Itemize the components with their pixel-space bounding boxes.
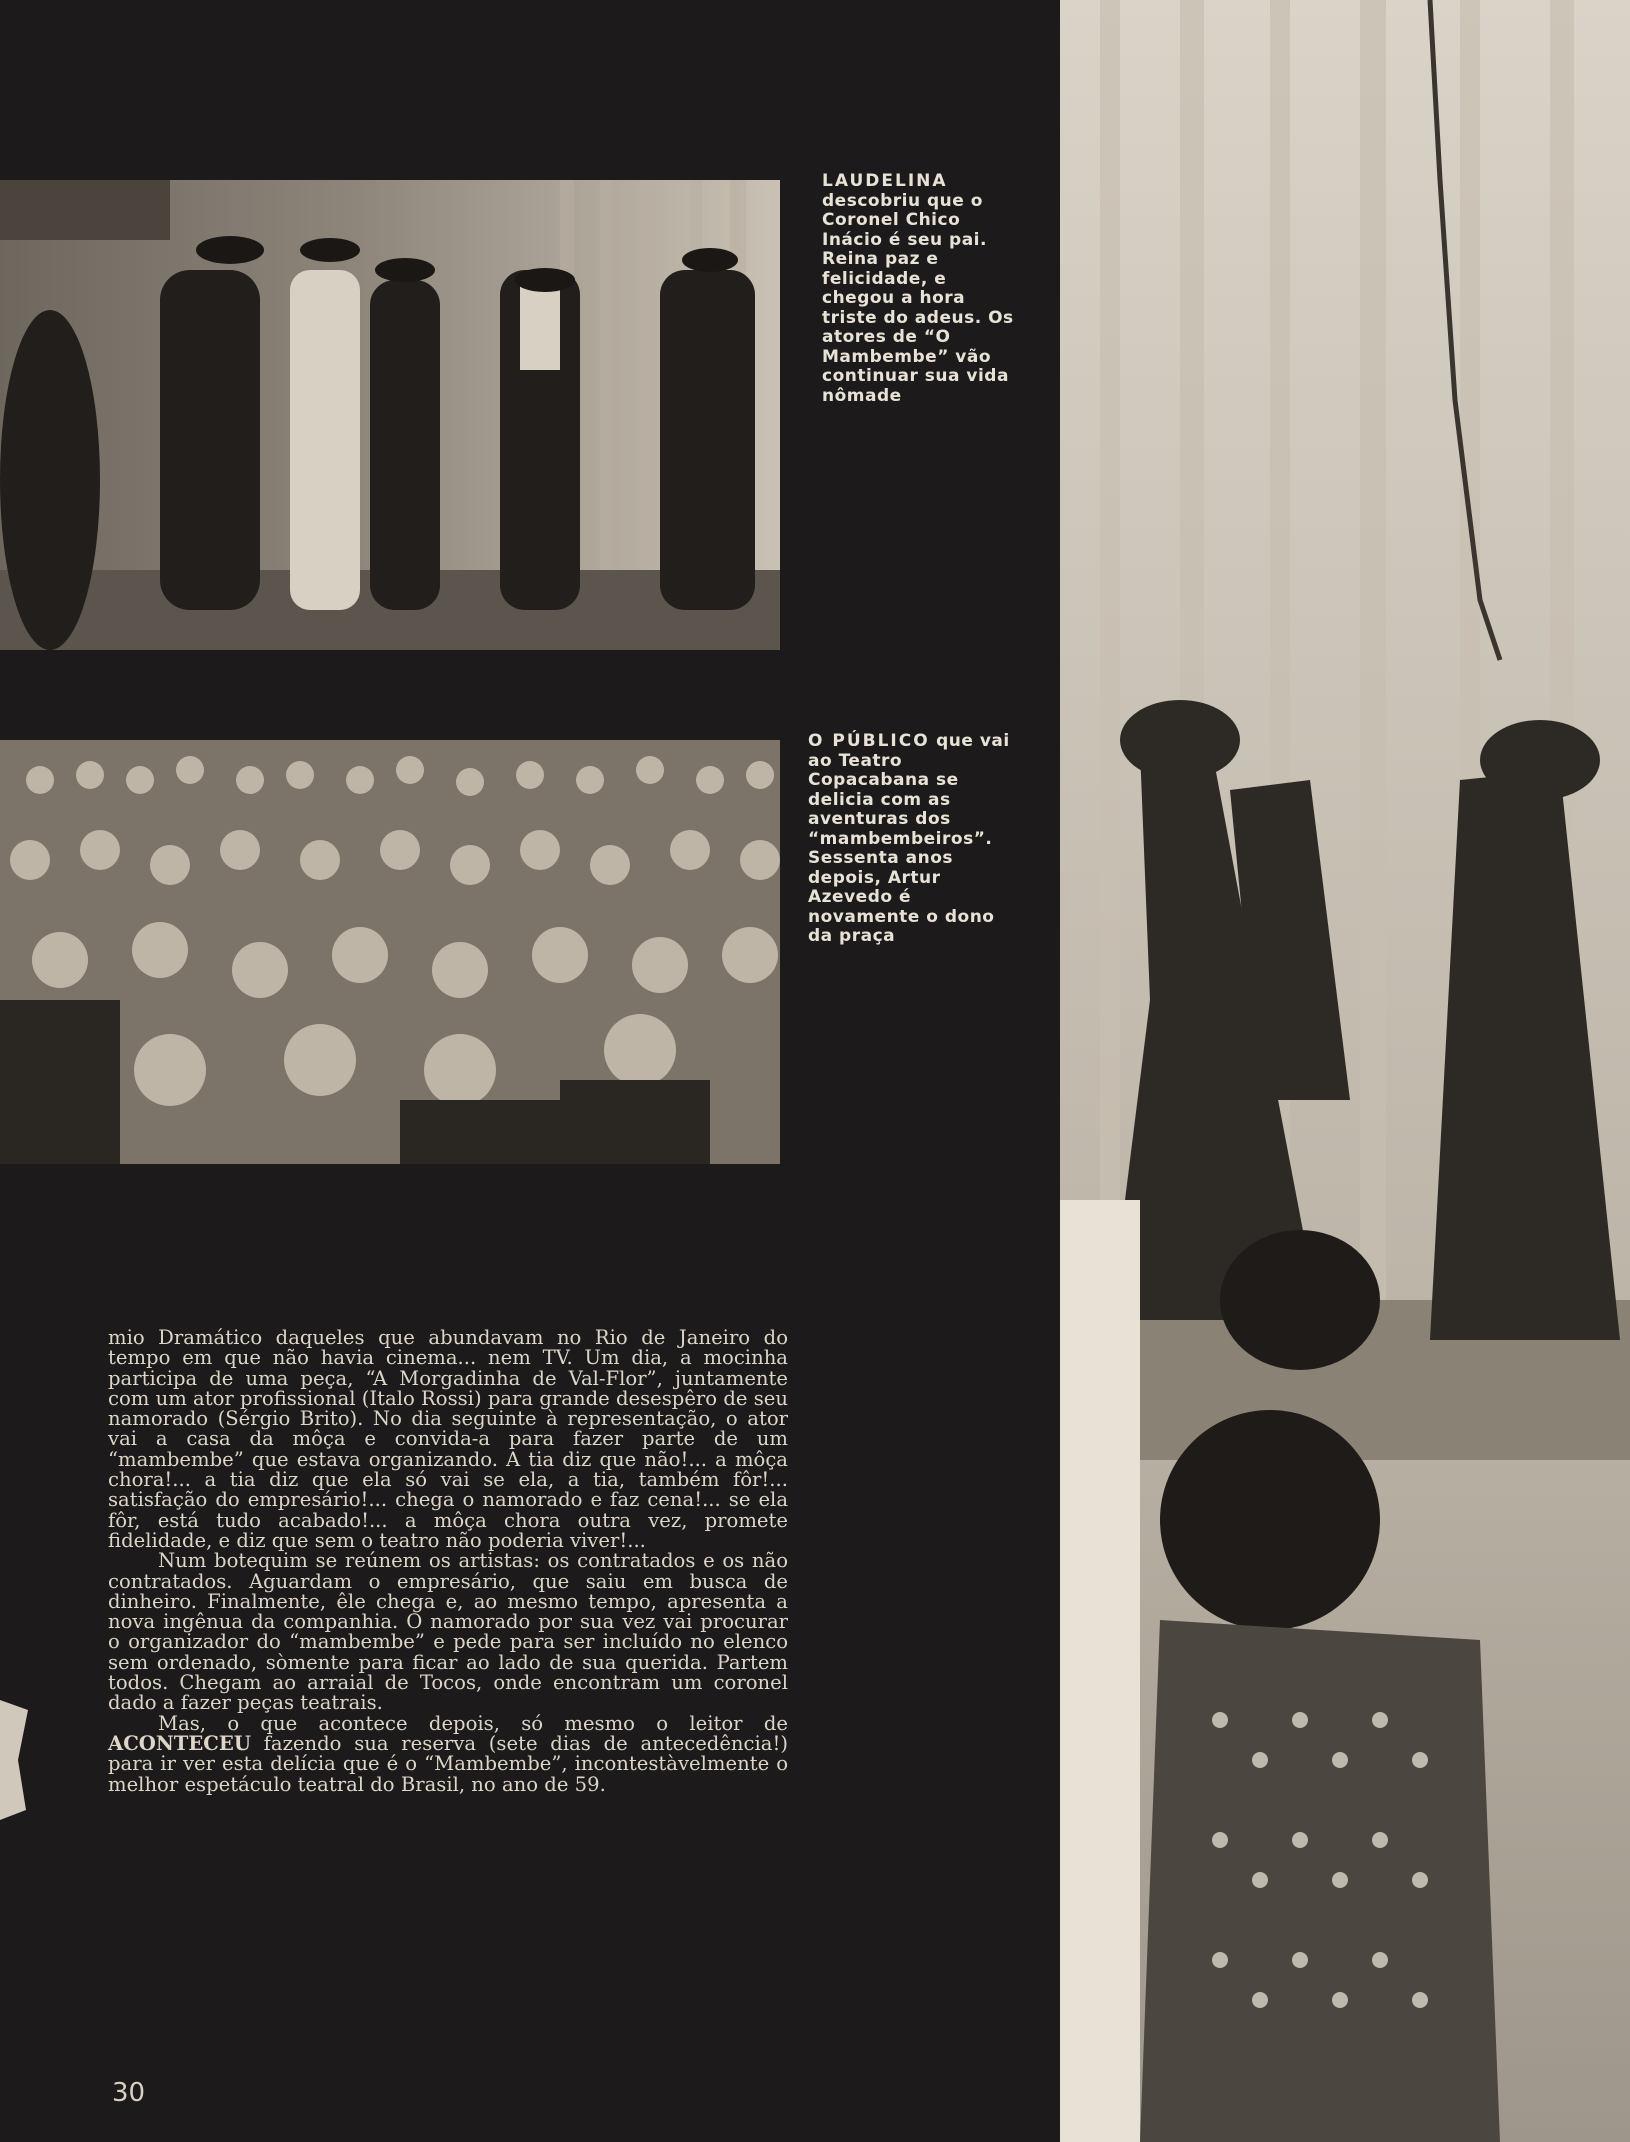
article-paragraph-3 [108,1711,788,1796]
article-body [108,1328,788,1795]
caption-laudelina [822,172,1022,406]
caption-laudelina-text: descobriu que o Coronel Chico Inácio é seu pai. Reina paz e felicidade, e chegou a hora triste do adeus. Os atores de “O Mambembe” vão continuar sua vida nômade [822,190,1014,406]
article-paragraph-1: mio Dramático daqueles que abundavam no Rio de Janeiro do tempo em que não havia cinema... nem TV. Um dia, a mocinha participa de uma peça, “A Morgadinha de Val-Flor”, juntamente com um ator profissional (Italo Rossi) para grande desespêro de seu namorado (Sérgio Brito). No dia seguinte à representação, o ator vai a casa da môça e convida-a para fazer parte de um “mambembe” que estava organizando. A tia diz que não!... a môça chora!... a tia diz que ela só vai se ela, a tia, também fôr!... satisfação do empresário!... chega o namorado e faz cena!... se ela fôr, está tudo acabado!... a môça chora outra vez, promete fidelidade, e diz que sem o teatro não poderia viver!... [108,1326,788,1552]
photo-stage-scene [1060,0,1630,2142]
caption-laudelina-lead: LAUDELINA [822,171,948,191]
photo-audience [0,740,780,1164]
audience-image [0,740,780,1164]
paper-tear [0,1700,30,1820]
magazine-name: ACONTECEU [108,1731,251,1755]
caption-publico [808,732,1023,947]
article-paragraph-2: Num botequim se reúnem os artistas: os contratados e os não contratados. Aguardam o empresário, que saiu em busca de dinheiro. Finalmente, êle chega e, ao mesmo tempo, apresenta a nova ingênua da companhia. O namorado por sua vez vai procurar o organizador do “mambembe” e pede para ser incluído no elenco sem ordenado, sòmente para ficar ao lado de sua querida. Partem todos. Chegam ao arraial de Tocos, onde encontram um coronel dado a fazer peças teatrais. [108,1549,788,1715]
stage-scene-image [1060,0,1630,2142]
article-paragraph-3-start: Mas, o que acontece depois, só mesmo o leitor de [158,1711,788,1735]
caption-publico-text: que vai ao Teatro Copacabana se delicia com as aventuras dos “mambembeiros”. Sessenta anos depois, Artur Azevedo é novamente o dono da praça [808,731,1010,946]
photo-stage-actors [0,180,780,650]
stage-actors-image [0,180,780,650]
page-number: 30 [112,2078,146,2108]
article-paragraph-3-end: fazendo sua reserva (sete dias de antecedência!) para ir ver esta delícia que é o “Mambembe”, incontestàvelmente o melhor espetáculo teatral do Brasil, no ano de 59. [108,1731,788,1796]
caption-publico-lead: O PÚBLICO [808,731,930,751]
